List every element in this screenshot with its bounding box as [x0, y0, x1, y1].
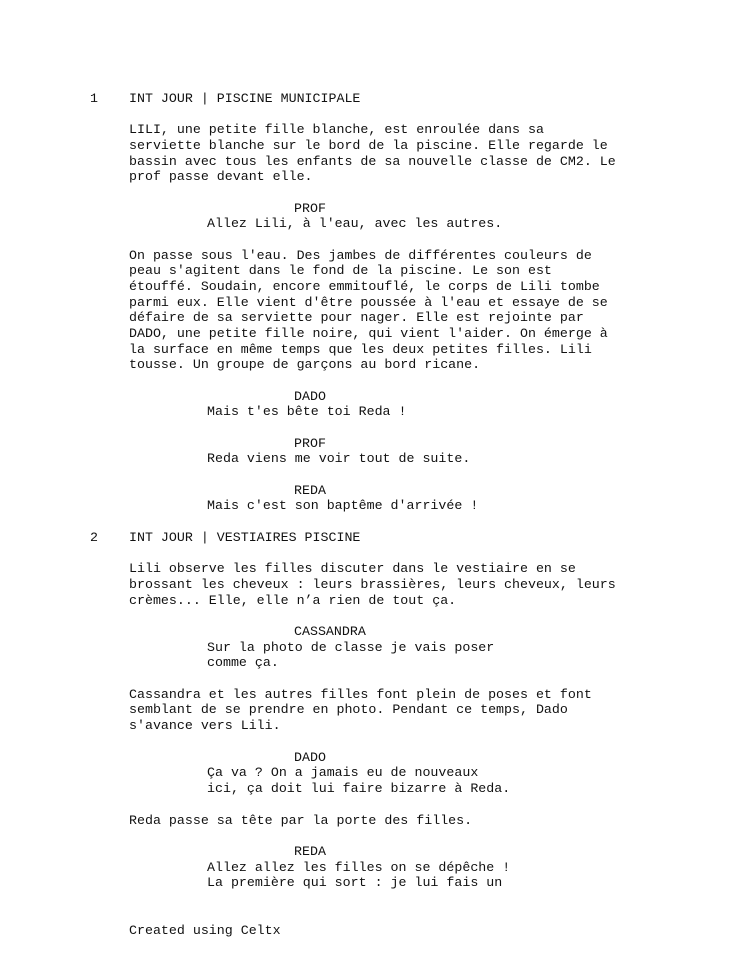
- character-cue: REDA: [294, 483, 326, 498]
- action-line: parmi eux. Elle vient d'être poussée à l'eau et essaye de se: [129, 295, 608, 310]
- dialogue-line: Ça va ? On a jamais eu de nouveaux: [207, 765, 479, 780]
- dialogue-line: Allez Lili, à l'eau, avec les autres.: [207, 216, 503, 231]
- dialogue-line: Reda viens me voir tout de suite.: [207, 451, 471, 466]
- dialogue-line: Sur la photo de classe je vais poser: [207, 640, 495, 655]
- scene-number: 1: [90, 91, 98, 106]
- action-line: étouffé. Soudain, encore emmitouflé, le corps de Lili tombe: [129, 279, 600, 294]
- action-line: semblant de se prendre en photo. Pendant ce temps, Dado: [129, 702, 568, 717]
- action-line: brossant les cheveux : leurs brassières, leurs cheveux, leurs: [129, 577, 616, 592]
- character-cue: REDA: [294, 844, 326, 859]
- action-line: défaire de sa serviette pour nager. Elle est rejointe par: [129, 310, 584, 325]
- action-line: crèmes... Elle, elle n’a rien de tout ça.: [129, 593, 457, 608]
- action-line: s'avance vers Lili.: [129, 718, 281, 733]
- action-line: bassin avec tous les enfants de sa nouvelle classe de CM2. Le: [129, 154, 616, 169]
- action-line: la surface en même temps que les deux petites filles. Lili: [129, 342, 592, 357]
- action-line: DADO, une petite fille noire, qui vient l'aider. On émerge à: [129, 326, 608, 341]
- character-cue: DADO: [294, 750, 326, 765]
- scene-number: 2: [90, 530, 98, 545]
- action-line: Reda passe sa tête par la porte des filles.: [129, 813, 473, 828]
- dialogue-line: La première qui sort : je lui fais un: [207, 875, 503, 890]
- action-line: LILI, une petite fille blanche, est enroulée dans sa: [129, 122, 544, 137]
- action-line: serviette blanche sur le bord de la piscine. Elle regarde le: [129, 138, 608, 153]
- action-line: tousse. Un groupe de garçons au bord ricane.: [129, 357, 481, 372]
- action-line: Lili observe les filles discuter dans le vestiaire en se: [129, 561, 576, 576]
- dialogue-line: comme ça.: [207, 655, 279, 670]
- dialogue-line: ici, ça doit lui faire bizarre à Reda.: [207, 781, 511, 796]
- dialogue-line: Mais t'es bête toi Reda !: [207, 404, 407, 419]
- character-cue: DADO: [294, 389, 326, 404]
- dialogue-line: Mais c'est son baptême d'arrivée !: [207, 498, 479, 513]
- character-cue: PROF: [294, 201, 326, 216]
- footer-credit: Created using Celtx: [129, 923, 281, 938]
- dialogue-line: Allez allez les filles on se dépêche !: [207, 860, 511, 875]
- action-line: Cassandra et les autres filles font plein de poses et font: [129, 687, 592, 702]
- action-line: peau s'agitent dans le fond de la piscine. Le son est: [129, 263, 552, 278]
- action-line: prof passe devant elle.: [129, 169, 313, 184]
- character-cue: PROF: [294, 436, 326, 451]
- scene-heading: INT JOUR | VESTIAIRES PISCINE: [129, 530, 361, 545]
- scene-heading: INT JOUR | PISCINE MUNICIPALE: [129, 91, 361, 106]
- character-cue: CASSANDRA: [294, 624, 366, 639]
- action-line: On passe sous l'eau. Des jambes de différentes couleurs de: [129, 248, 592, 263]
